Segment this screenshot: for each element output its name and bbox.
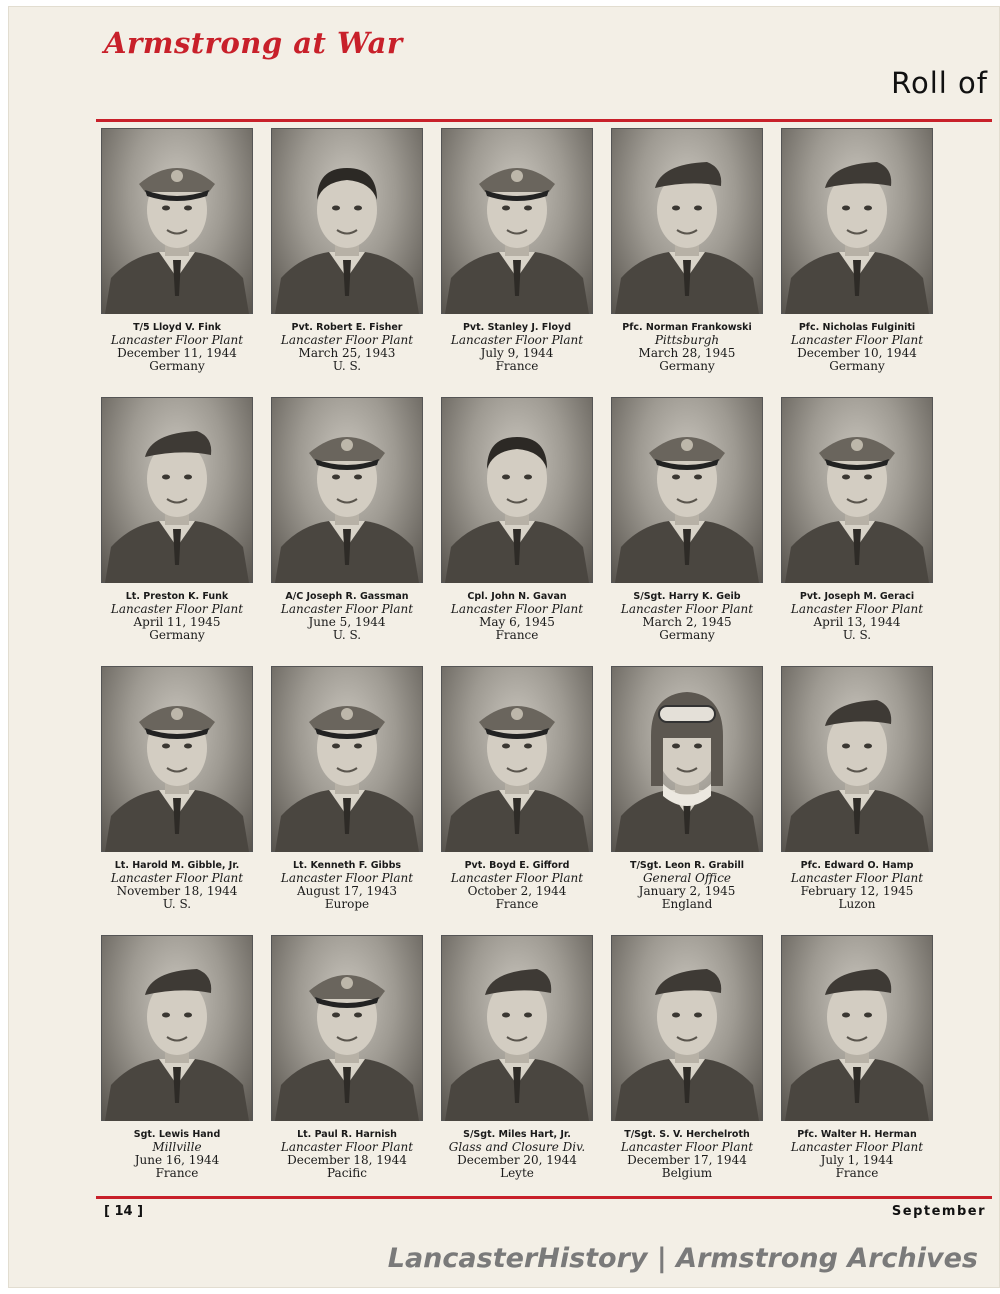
soldier-name: Pvt. Stanley J. Floyd xyxy=(462,322,572,333)
home-location: Lancaster Floor Plant xyxy=(450,333,584,347)
home-location: Lancaster Floor Plant xyxy=(450,871,584,885)
portrait-photo xyxy=(271,128,423,314)
portrait-photo xyxy=(101,397,253,583)
portrait-photo xyxy=(781,128,933,314)
portrait-illustration xyxy=(101,666,253,852)
date-of-death: February 12, 1945 xyxy=(800,884,914,898)
place-of-death: Europe xyxy=(324,897,370,911)
soldier-name: Sgt. Lewis Hand xyxy=(133,1129,221,1140)
portrait-illustration xyxy=(441,397,593,583)
portrait-illustration xyxy=(611,935,763,1121)
place-of-death: Germany xyxy=(659,628,715,642)
portrait-entry xyxy=(606,935,768,1197)
portrait-illustration xyxy=(611,397,763,583)
portrait-caption xyxy=(773,1128,941,1180)
date-of-death: March 25, 1943 xyxy=(298,346,396,360)
portrait-caption xyxy=(773,590,941,642)
portrait-photo xyxy=(441,935,593,1121)
portrait-caption xyxy=(603,1128,771,1180)
place-of-death: France xyxy=(495,359,539,373)
portrait-photo xyxy=(271,935,423,1121)
place-of-death: Leyte xyxy=(500,1166,534,1180)
portrait-entry xyxy=(606,397,768,659)
soldier-name: A/C Joseph R. Gassman xyxy=(285,591,409,602)
portrait-caption xyxy=(93,590,261,642)
portrait-entry xyxy=(776,128,938,390)
portrait-entry xyxy=(776,666,938,928)
soldier-name: T/Sgt. Leon R. Grabill xyxy=(629,860,744,871)
portrait-caption xyxy=(773,859,941,911)
place-of-death: France xyxy=(835,1166,879,1180)
soldier-name: Pfc. Nicholas Fulginiti xyxy=(798,322,916,333)
date-of-death: December 10, 1944 xyxy=(797,346,917,360)
date-of-death: October 2, 1944 xyxy=(467,884,567,898)
portrait-photo xyxy=(441,128,593,314)
home-location: Lancaster Floor Plant xyxy=(280,871,414,885)
date-of-death: December 20, 1944 xyxy=(457,1153,577,1167)
home-location: Lancaster Floor Plant xyxy=(110,871,244,885)
header-rule xyxy=(96,119,992,122)
home-location: Lancaster Floor Plant xyxy=(620,1140,754,1154)
soldier-name: Pfc. Walter H. Herman xyxy=(797,1129,917,1140)
place-of-death: Germany xyxy=(149,359,205,373)
place-of-death: Germany xyxy=(149,628,205,642)
portrait-entry xyxy=(606,128,768,390)
issue-month: September xyxy=(891,1204,986,1219)
portrait-caption xyxy=(263,590,431,642)
portrait-illustration xyxy=(101,935,253,1121)
home-location: Lancaster Floor Plant xyxy=(790,333,924,347)
portrait-illustration xyxy=(781,666,933,852)
portrait-illustration xyxy=(441,935,593,1121)
date-of-death: March 2, 1945 xyxy=(642,615,732,629)
portrait-entry xyxy=(606,666,768,928)
place-of-death: Luzon xyxy=(838,897,876,911)
soldier-name: T/5 Lloyd V. Fink xyxy=(133,322,221,333)
portrait-entry xyxy=(436,397,598,659)
portrait-entry xyxy=(266,128,428,390)
section-title: Roll of xyxy=(891,66,988,100)
portrait-caption xyxy=(433,590,601,642)
portrait-illustration xyxy=(611,128,763,314)
place-of-death: Belgium xyxy=(661,1166,713,1180)
soldier-name: Pvt. Robert E. Fisher xyxy=(291,322,403,333)
home-location: Glass and Closure Div. xyxy=(448,1140,586,1154)
portrait-illustration xyxy=(271,397,423,583)
portrait-caption xyxy=(603,859,771,911)
portrait-photo xyxy=(101,128,253,314)
home-location: Pittsburgh xyxy=(654,333,720,347)
portrait-illustration xyxy=(271,666,423,852)
place-of-death: U. S. xyxy=(332,359,362,373)
portrait-entry xyxy=(266,397,428,659)
home-location: Lancaster Floor Plant xyxy=(280,333,414,347)
portrait-entry xyxy=(96,397,258,659)
portrait-photo xyxy=(781,397,933,583)
portrait-caption xyxy=(433,321,601,373)
date-of-death: November 18, 1944 xyxy=(116,884,238,898)
portrait-entry xyxy=(436,666,598,928)
soldier-name: Cpl. John N. Gavan xyxy=(467,591,567,602)
place-of-death: France xyxy=(155,1166,199,1180)
date-of-death: April 13, 1944 xyxy=(813,615,901,629)
portrait-illustration xyxy=(271,128,423,314)
portrait-caption xyxy=(603,590,771,642)
soldier-name: Lt. Paul R. Harnish xyxy=(297,1129,397,1140)
portrait-caption xyxy=(773,321,941,373)
portrait-photo xyxy=(611,397,763,583)
portrait-photo xyxy=(611,666,763,852)
portrait-entry xyxy=(266,935,428,1197)
magazine-page xyxy=(8,6,1000,1288)
page-number: [ 14 ] xyxy=(104,1204,144,1219)
portrait-entry xyxy=(266,666,428,928)
date-of-death: December 18, 1944 xyxy=(287,1153,407,1167)
footer-rule xyxy=(96,1196,992,1199)
portrait-entry xyxy=(96,666,258,928)
portrait-grid xyxy=(96,128,948,1188)
portrait-photo xyxy=(781,666,933,852)
portrait-entry xyxy=(436,935,598,1197)
date-of-death: December 11, 1944 xyxy=(117,346,237,360)
soldier-name: Pvt. Boyd E. Gifford xyxy=(464,860,570,871)
home-location: Lancaster Floor Plant xyxy=(790,1140,924,1154)
home-location: Lancaster Floor Plant xyxy=(110,333,244,347)
portrait-caption xyxy=(263,1128,431,1180)
portrait-entry xyxy=(96,128,258,390)
portrait-caption xyxy=(93,1128,261,1180)
place-of-death: France xyxy=(495,897,539,911)
soldier-name: Lt. Harold M. Gibble, Jr. xyxy=(114,860,240,871)
place-of-death: U. S. xyxy=(332,628,362,642)
portrait-illustration xyxy=(441,128,593,314)
date-of-death: December 17, 1944 xyxy=(627,1153,747,1167)
place-of-death: Germany xyxy=(829,359,885,373)
portrait-illustration xyxy=(101,397,253,583)
home-location: Lancaster Floor Plant xyxy=(280,602,414,616)
place-of-death: Pacific xyxy=(327,1166,367,1180)
portrait-photo xyxy=(271,666,423,852)
home-location: Lancaster Floor Plant xyxy=(620,602,754,616)
date-of-death: January 2, 1945 xyxy=(638,884,736,898)
home-location: Lancaster Floor Plant xyxy=(450,602,584,616)
portrait-caption xyxy=(433,859,601,911)
portrait-caption xyxy=(93,859,261,911)
portrait-photo xyxy=(441,397,593,583)
soldier-name: Pfc. Norman Frankowski xyxy=(622,322,752,333)
portrait-illustration xyxy=(781,935,933,1121)
soldier-name: Lt. Preston K. Funk xyxy=(125,591,229,602)
home-location: General Office xyxy=(642,871,732,885)
date-of-death: April 11, 1945 xyxy=(133,615,221,629)
portrait-caption xyxy=(263,859,431,911)
portrait-entry xyxy=(436,128,598,390)
home-location: Lancaster Floor Plant xyxy=(110,602,244,616)
portrait-entry xyxy=(776,397,938,659)
date-of-death: August 17, 1943 xyxy=(296,884,398,898)
portrait-photo xyxy=(611,128,763,314)
soldier-name: S/Sgt. Harry K. Geib xyxy=(633,591,741,602)
soldier-name: Pvt. Joseph M. Geraci xyxy=(799,591,915,602)
portrait-entry xyxy=(776,935,938,1197)
home-location: Lancaster Floor Plant xyxy=(790,602,924,616)
portrait-caption xyxy=(93,321,261,373)
portrait-caption xyxy=(603,321,771,373)
soldier-name: S/Sgt. Miles Hart, Jr. xyxy=(463,1129,571,1140)
portrait-photo xyxy=(781,935,933,1121)
place-of-death: France xyxy=(495,628,539,642)
place-of-death: Germany xyxy=(659,359,715,373)
date-of-death: March 28, 1945 xyxy=(638,346,736,360)
soldier-name: Pfc. Edward O. Hamp xyxy=(800,860,914,871)
home-location: Lancaster Floor Plant xyxy=(790,871,924,885)
portrait-photo xyxy=(611,935,763,1121)
date-of-death: July 1, 1944 xyxy=(820,1153,894,1167)
portrait-caption xyxy=(433,1128,601,1180)
date-of-death: June 5, 1944 xyxy=(308,615,386,629)
portrait-illustration xyxy=(781,128,933,314)
archive-watermark: LancasterHistory | Armstrong Archives xyxy=(387,1243,978,1274)
portrait-illustration xyxy=(441,666,593,852)
home-location: Millville xyxy=(152,1140,202,1154)
portrait-illustration xyxy=(271,935,423,1121)
portrait-illustration xyxy=(611,666,763,852)
date-of-death: May 6, 1945 xyxy=(479,615,555,629)
place-of-death: U. S. xyxy=(162,897,192,911)
masthead-title: Armstrong at War xyxy=(104,26,403,60)
home-location: Lancaster Floor Plant xyxy=(280,1140,414,1154)
date-of-death: June 16, 1944 xyxy=(134,1153,220,1167)
place-of-death: U. S. xyxy=(842,628,872,642)
portrait-photo xyxy=(271,397,423,583)
date-of-death: July 9, 1944 xyxy=(480,346,554,360)
place-of-death: England xyxy=(661,897,713,911)
portrait-photo xyxy=(101,666,253,852)
portrait-illustration xyxy=(781,397,933,583)
portrait-caption xyxy=(263,321,431,373)
soldier-name: Lt. Kenneth F. Gibbs xyxy=(292,860,402,871)
portrait-illustration xyxy=(101,128,253,314)
portrait-entry xyxy=(96,935,258,1197)
portrait-photo xyxy=(441,666,593,852)
soldier-name: T/Sgt. S. V. Herchelroth xyxy=(624,1129,750,1140)
portrait-photo xyxy=(101,935,253,1121)
